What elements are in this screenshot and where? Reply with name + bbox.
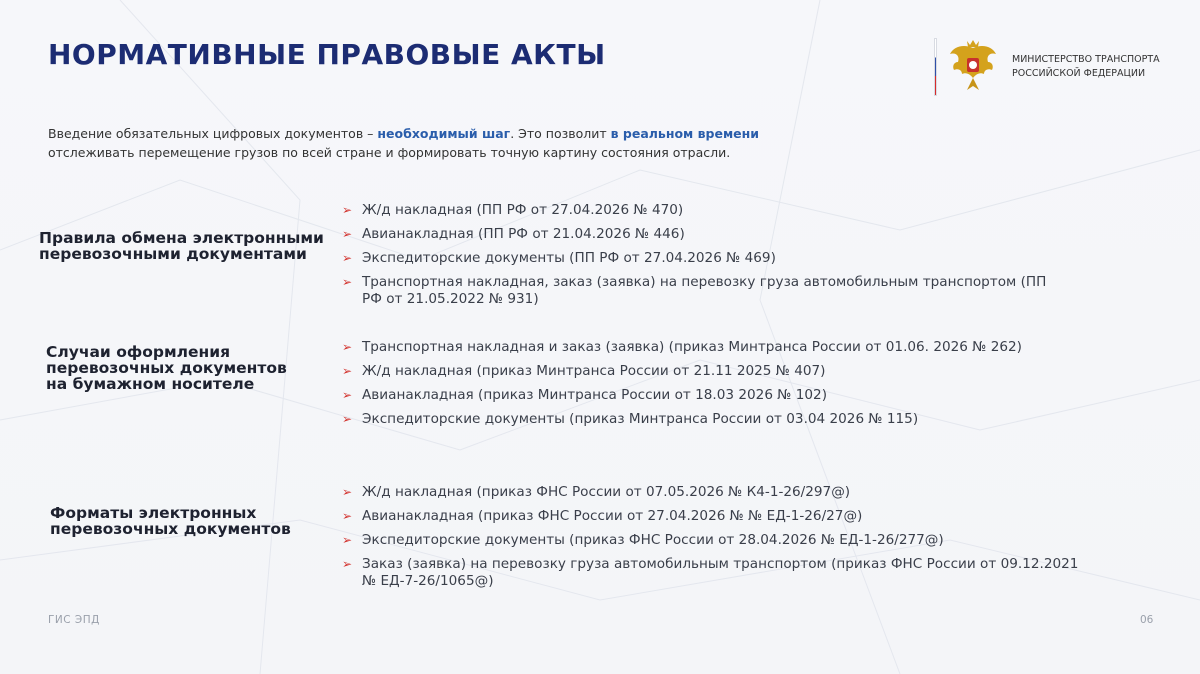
list-item-text: Авианакладная (приказ Минтранса России от 18.03 2026 № 102) [362,387,827,403]
list-item-text: Авианакладная (приказ ФНС России от 27.04.2026 № № ЕД-1-26/27@) [362,508,863,524]
intro-text-3: отслеживать перемещение грузов по всей стране и формировать точную картину состояния отрасли. [48,145,731,160]
list-item-text: Экспедиторские документы (ПП РФ от 27.04.2026 № 469) [362,250,776,266]
bullet-arrow-icon: ➢ [342,388,353,402]
bullet-arrow-icon: ➢ [342,485,353,499]
section-title-paper-cases: Случаи оформления перевозочных документов на бумажном носителе [46,343,287,393]
section-list-electronic-formats [342,484,1082,597]
list-item-text: Ж/д накладная (приказ ФНС России от 07.05.2026 № К4-1-26/297@) [362,484,851,500]
ministry-logo-block [934,38,1164,98]
intro-text-2: . Это позволит [510,126,611,141]
page-title: НОРМАТИВНЫЕ ПРАВОВЫЕ АКТЫ [48,38,606,71]
section-list-paper-cases [342,339,1082,435]
list-item [342,484,1082,501]
bullet-arrow-icon: ➢ [342,533,353,547]
list-item [342,387,1082,404]
intro-highlight-1: необходимый шаг [377,126,511,141]
bullet-arrow-icon: ➢ [342,364,353,378]
list-item-text: Транспортная накладная и заказ (заявка) (приказ Минтранса России от 01.06. 2026 № 262) [362,339,1022,355]
list-item [342,411,1082,428]
bullet-arrow-icon: ➢ [342,251,353,265]
list-item-text: Ж/д накладная (ПП РФ от 27.04.2026 № 470) [362,202,684,218]
intro-text-1: Введение обязательных цифровых документов – [48,126,378,141]
intro-paragraph [48,124,768,162]
list-item-text: Авианакладная (ПП РФ от 21.04.2026 № 446) [362,226,685,242]
list-item [342,339,1082,356]
list-item-text: Ж/д накладная (приказ Минтранса России от 21.11 2025 № 407) [362,363,826,379]
list-item [342,226,1062,243]
list-item-text: Заказ (заявка) на перевозку груза автомобильным транспортом (приказ ФНС России от 09.12.2021 № ЕД-7-26/1065@) [362,556,1079,589]
list-item [342,508,1082,525]
section-title-exchange-rules: Правила обмена электронными перевозочными документами [39,229,324,263]
list-item [342,202,1062,219]
page-number: 06 [1140,614,1154,626]
list-item [342,532,1082,549]
list-item [342,556,1082,590]
bullet-arrow-icon: ➢ [342,227,353,241]
list-item [342,363,1082,380]
list-item [342,274,1062,308]
bullet-arrow-icon: ➢ [342,340,353,354]
list-item-text: Транспортная накладная, заказ (заявка) на перевозку груза автомобильным транспортом (ПП РФ от 21.05.2022 № 931) [362,274,1047,307]
coat-of-arms-icon [946,38,1000,96]
ministry-name-line2: РОССИЙСКОЙ ФЕДЕРАЦИИ [1012,68,1146,79]
bullet-arrow-icon: ➢ [342,275,353,289]
bullet-arrow-icon: ➢ [342,557,353,571]
russian-flag-bar [934,38,937,96]
bullet-arrow-icon: ➢ [342,203,353,217]
intro-highlight-2: в реальном времени [610,126,760,141]
section-list-exchange-rules [342,202,1062,315]
ministry-name-line1: МИНИСТЕРСТВО ТРАНСПОРТА [1012,54,1160,65]
bullet-arrow-icon: ➢ [342,412,353,426]
bullet-arrow-icon: ➢ [342,509,353,523]
list-item-text: Экспедиторские документы (приказ Минтранса России от 03.04 2026 № 115) [362,411,919,427]
ministry-name [1012,53,1160,81]
list-item [342,250,1062,267]
section-title-electronic-formats: Форматы электронных перевозочных документов [50,504,291,538]
footer-system-name: ГИС ЭПД [48,614,100,626]
list-item-text: Экспедиторские документы (приказ ФНС России от 28.04.2026 № ЕД-1-26/277@) [362,532,944,548]
